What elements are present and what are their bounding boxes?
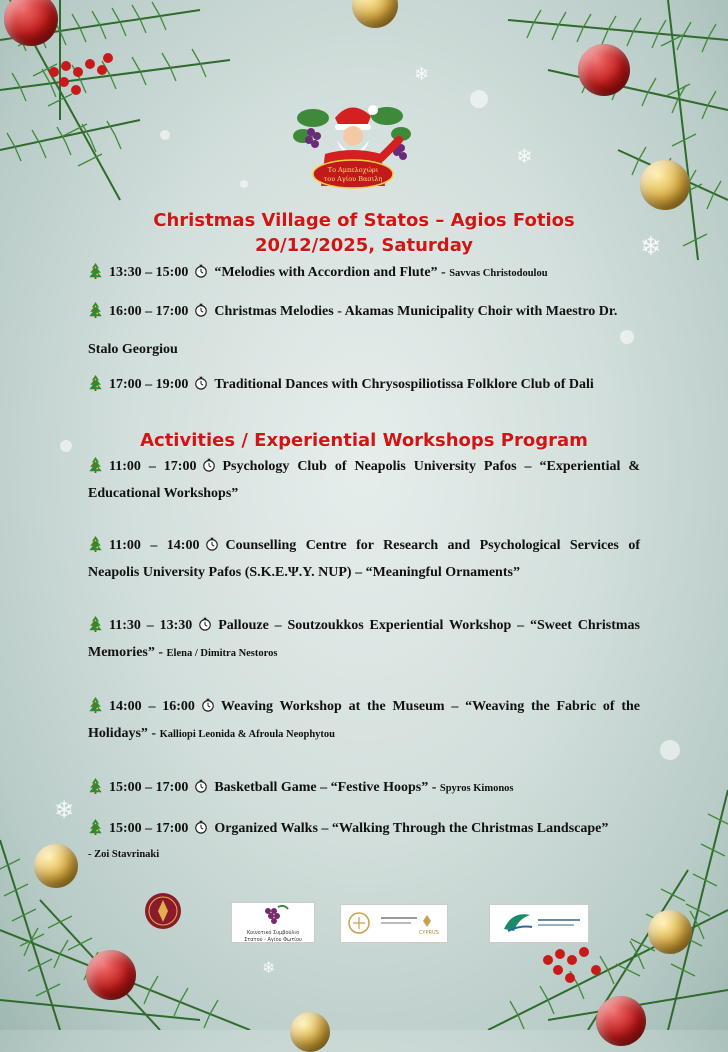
entry-title: Traditional Dances with Chrysospiliotissa Folklore Club of Dali	[214, 377, 594, 392]
christmas-tree-icon	[88, 616, 103, 632]
sponsor-logo	[489, 904, 589, 943]
holly-berries-icon	[46, 52, 116, 102]
workshop-entry	[88, 693, 640, 748]
entry-person: Savvas Christodoulou	[449, 268, 548, 279]
red-ornament-icon	[596, 996, 646, 1046]
stopwatch-icon	[205, 537, 219, 551]
entry-title: “Melodies with Accordion and Flute” -	[214, 265, 446, 280]
entry-person: Spyros Kimonos	[439, 783, 514, 794]
program-entry	[88, 371, 640, 398]
snowflake-icon: ❄	[54, 796, 75, 824]
snow-bokeh	[660, 740, 680, 760]
entry-time: 13:30 – 15:00	[109, 265, 189, 280]
entry-person: - Zoi Stavrinaki	[88, 849, 160, 860]
stopwatch-icon	[194, 779, 208, 793]
christmas-tree-icon	[88, 819, 103, 835]
snowflake-icon: ❄	[262, 958, 276, 977]
stopwatch-icon	[194, 303, 208, 317]
christmas-tree-icon	[88, 536, 103, 552]
workshop-entry	[88, 774, 640, 802]
workshop-entry	[88, 815, 640, 842]
snowflake-icon: ❄	[414, 64, 430, 85]
entry-title: Christmas Melodies - Akamas Municipality Choir with Maestro Dr.	[214, 304, 618, 319]
christmas-tree-icon	[88, 778, 103, 794]
santa-vineyard-logo	[285, 96, 417, 196]
entry-person: Elena / Dimitra Nestoros	[166, 648, 278, 659]
red-ornament-icon	[578, 44, 630, 96]
event-date: 20/12/2025, Saturday	[254, 235, 474, 256]
entry-time: 11:00 – 17:00	[109, 459, 197, 474]
snow-bokeh	[160, 130, 170, 140]
entry-title: Psychology Club of Neapolis University Pafos – “Experiential & Educational Workshops”	[88, 459, 640, 501]
entry-title-continued: Stalo Georgiou	[88, 342, 178, 357]
council-name-line2: Στατού - Αγίου Φωτίου	[244, 937, 302, 943]
entry-title: Basketball Game – “Festive Hoops” -	[214, 780, 437, 795]
workshop-entry	[88, 612, 640, 667]
stopwatch-icon	[194, 820, 208, 834]
bottom-right-fir-branches	[468, 770, 728, 1030]
entry-person: Kalliopi Leonida & Afroula Neophytou	[159, 729, 335, 740]
stopwatch-icon	[194, 264, 208, 278]
gold-ornament-icon	[648, 910, 692, 954]
entry-time: 11:00 – 14:00	[109, 538, 200, 553]
christmas-tree-icon	[88, 263, 103, 279]
council-name-line1: Κοινοτικό Συμβούλιο	[246, 930, 300, 936]
red-ornament-icon	[86, 950, 136, 1000]
entry-time: 15:00 – 17:00	[109, 821, 189, 836]
snow-bokeh	[240, 180, 248, 188]
entry-time: 16:00 – 17:00	[109, 304, 189, 319]
stopwatch-icon	[201, 698, 215, 712]
gold-ornament-icon	[640, 160, 690, 210]
workshops-heading: Activities / Experiential Workshops Program	[140, 430, 588, 451]
entry-time: 17:00 – 19:00	[109, 377, 189, 392]
entry-title: Organized Walks – “Walking Through the Christmas Landscape”	[214, 821, 609, 836]
christmas-tree-icon	[88, 697, 103, 713]
entry-time: 14:00 – 16:00	[109, 699, 195, 714]
cyprus-label: CYPRUS	[419, 930, 439, 936]
christmas-tree-icon	[88, 457, 103, 473]
stopwatch-icon	[198, 617, 212, 631]
program-entry-continuation	[88, 336, 640, 363]
gold-ornament-icon	[290, 1012, 330, 1052]
entry-title: Pallouze – Soutzoukkos Experiential Workshop – “Sweet Christmas Memories” -	[88, 618, 640, 660]
snowflake-icon: ❄	[640, 232, 662, 262]
program-entry-continuation	[88, 840, 640, 868]
village-seal-logo	[144, 892, 182, 930]
entry-time: 15:00 – 17:00	[109, 780, 189, 795]
holly-berries-icon	[540, 940, 610, 990]
logo-text-line1: Το Αμπελοχώρι	[327, 166, 379, 174]
christmas-tree-icon	[88, 375, 103, 391]
program-entry	[88, 259, 640, 287]
cyprus-government-logo	[340, 904, 448, 943]
entry-title: Counselling Centre for Research and Psychological Services of Neapolis University Pafos (S.K.E.Ψ.Y. NUP) – “Meaningful Ornaments”	[88, 538, 640, 580]
workshop-entry	[88, 532, 640, 586]
stopwatch-icon	[202, 458, 216, 472]
logo-text-line2: του Αγίου Βασιλη	[323, 175, 383, 183]
snowflake-icon: ❄	[516, 144, 533, 168]
workshop-entry	[88, 453, 640, 507]
gold-ornament-icon	[352, 0, 398, 28]
entry-time: 11:30 – 13:30	[109, 618, 193, 633]
program-entry	[88, 298, 640, 325]
event-title: Christmas Village of Statos – Agios Fotios	[153, 210, 575, 231]
christmas-tree-icon	[88, 302, 103, 318]
snow-bokeh	[470, 90, 488, 108]
stopwatch-icon	[194, 376, 208, 390]
entry-title: Weaving Workshop at the Museum – “Weaving the Fabric of the Holidays” -	[88, 699, 640, 741]
gold-ornament-icon	[34, 844, 78, 888]
grapes-icon	[232, 903, 314, 925]
community-council-logo	[231, 902, 315, 943]
